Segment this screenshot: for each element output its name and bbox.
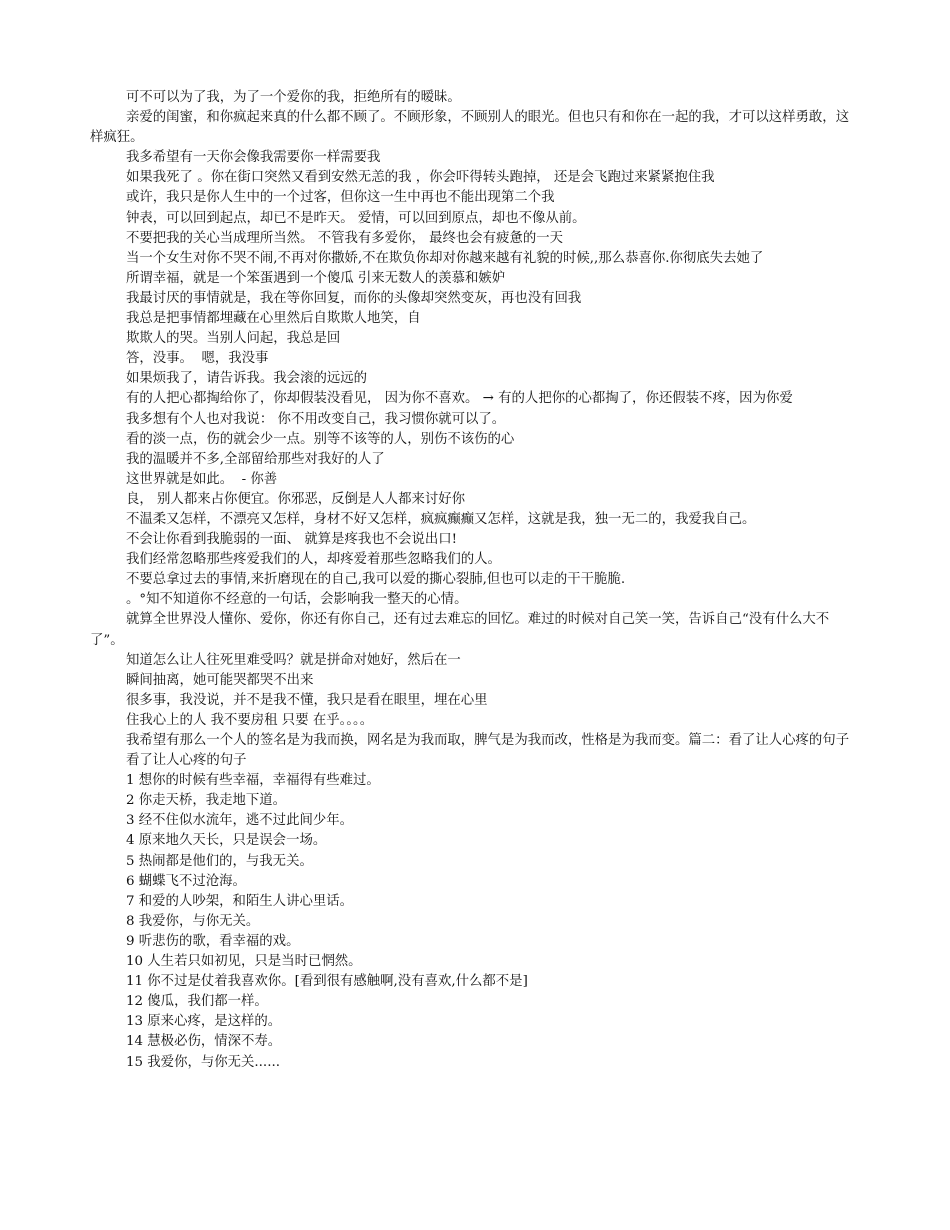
list-item: 10 人生若只如初见，只是当时已惘然。 [126, 954, 362, 970]
paragraph: 答，没事。 嗯，我没事 [126, 351, 269, 367]
paragraph: 不要总拿过去的事情,来折磨现在的自己,我可以爱的撕心裂肺,但也可以走的干干脆脆. [126, 572, 626, 588]
paragraph: 不要把我的关心当成理所当然。 不管我有多爱你， 最终也会有疲惫的一天 [126, 230, 564, 246]
list-item: 9 听悲伤的歌，看幸福的戏。 [126, 933, 300, 949]
paragraph: 住我心上的人 我不要房租 只要 在乎。。。。 [126, 712, 374, 728]
paragraph: 良， 别人都来占你便宜。你邪恶，反倒是人人都来讨好你 [126, 491, 466, 507]
paragraph: 知道怎么让人往死里难受吗？就是拼命对她好，然后在一 [126, 652, 461, 668]
list-item: 14 慧极必伤，情深不寿。 [126, 1034, 282, 1050]
paragraph: 不温柔又怎样，不漂亮又怎样，身材不好又怎样，疯疯癫癫又怎样，这就是我，独一无二的，我爱我自己。 [126, 511, 756, 527]
list-item: 7 和爱的人吵架，和陌生人讲心里话。 [126, 893, 354, 909]
paragraph: 钟表，可以回到起点，却已不是昨天。 爱情，可以回到原点，却也不像从前。 [126, 210, 586, 226]
paragraph: 或许，我只是你人生中的一个过客，但你这一生中再也不能出现第二个我 [126, 190, 555, 206]
paragraph: 可不可以为了我，为了一个爱你的我，拒绝所有的暧昧。 [126, 90, 461, 105]
paragraph: 有的人把心都掏给你了，你却假装没看见， 因为你不喜欢。 → 有的人把你的心都掏了，你还假装不疼，因为你爱 [126, 391, 793, 407]
list-item: 4 原来地久天长，只是误会一场。 [126, 833, 327, 849]
paragraph: 我多希望有一天你会像我需要你一样需要我 [126, 150, 381, 166]
list-item: 2 你走天桥，我走地下道。 [126, 793, 287, 809]
paragraph: 就算全世界没人懂你、爱你，你还有你自己，还有过去难忘的回忆。难过的时候对自己笑一笑，告诉自己“没有什么大不了”。 [90, 612, 830, 648]
paragraph: 我希望有那么一个人的签名是为我而换，网名是为我而取，脾气是为我而改，性格是为我而变。篇二：看了让人心疼的句子 [126, 733, 850, 748]
paragraph: 。°知不知道你不经意的一句话，会影响我一整天的心情。 [126, 592, 468, 608]
paragraph: 欺欺人的哭。当别人问起，我总是回 [126, 331, 341, 347]
paragraph: 看的淡一点，伤的就会少一点。别等不该等的人，别伤不该伤的心 [126, 431, 515, 447]
paragraph: 我的温暖并不多,全部留给那些对我好的人了 [126, 451, 385, 467]
paragraph: 瞬间抽离，她可能哭都哭不出来 [126, 672, 314, 688]
paragraph: 我多想有个人也对我说： 你不用改变自己，我习惯你就可以了。 [126, 411, 506, 427]
paragraph: 不会让你看到我脆弱的一面、 就算是疼我也不会说出口! [126, 532, 458, 548]
paragraph: 如果我死了 。你在街口突然又看到安然无恙的我 ，你会吓得转头跑掉， 还是会飞跑过来紧紧抱住我 [126, 170, 715, 186]
paragraph: 很多事，我没说，并不是我不懂，我只是看在眼里，埋在心里 [126, 692, 488, 708]
paragraph: 我们经常忽略那些疼爱我们的人，却疼爱着那些忽略我们的人。 [126, 552, 501, 568]
list-item: 1 想你的时候有些幸福，幸福得有些难过。 [126, 773, 380, 789]
list-item: 11 你不过是仗着我喜欢你。[看到很有感触啊,没有喜欢,什么都不是] [126, 974, 528, 990]
paragraph: 所谓幸福，就是一个笨蛋遇到一个傻瓜 引来无数人的羡慕和嫉妒 [126, 270, 506, 286]
list-item: 8 我爱你，与你无关。 [126, 913, 260, 929]
document-body [90, 88, 862, 1073]
list-item: 6 蝴蝶飞不过沧海。 [126, 873, 246, 889]
paragraph: 我总是把事情都埋藏在心里然后自欺欺人地笑，自 [126, 311, 421, 327]
paragraph: 如果烦我了，请告诉我。我会滚的远远的 [126, 371, 368, 387]
list-item: 5 热闹都是他们的，与我无关。 [126, 853, 313, 869]
list-item: 13 原来心疼，是这样的。 [126, 1014, 282, 1030]
paragraph: 我最讨厌的事情就是，我在等你回复，而你的头像却突然变灰，再也没有回我 [126, 290, 582, 306]
paragraph: 这世界就是如此。 - 你善 [126, 471, 278, 487]
list-item: 3 经不住似水流年，逃不过此间少年。 [126, 813, 354, 829]
list-item: 15 我爱你，与你无关...... [126, 1054, 280, 1070]
section-heading: 看了让人心疼的句子 [126, 753, 247, 769]
list-item: 12 傻瓜，我们都一样。 [126, 994, 268, 1010]
paragraph: 亲爱的闺蜜，和你疯起来真的什么都不顾了。不顾形象，不顾别人的眼光。但也只有和你在一起的我，才可以这样勇敢，这样疯狂。 [90, 110, 850, 146]
paragraph: 当一个女生对你不哭不闹,不再对你撒娇,不在欺负你却对你越来越有礼貌的时候,,那么恭喜你.你彻底失去她了 [126, 250, 764, 266]
